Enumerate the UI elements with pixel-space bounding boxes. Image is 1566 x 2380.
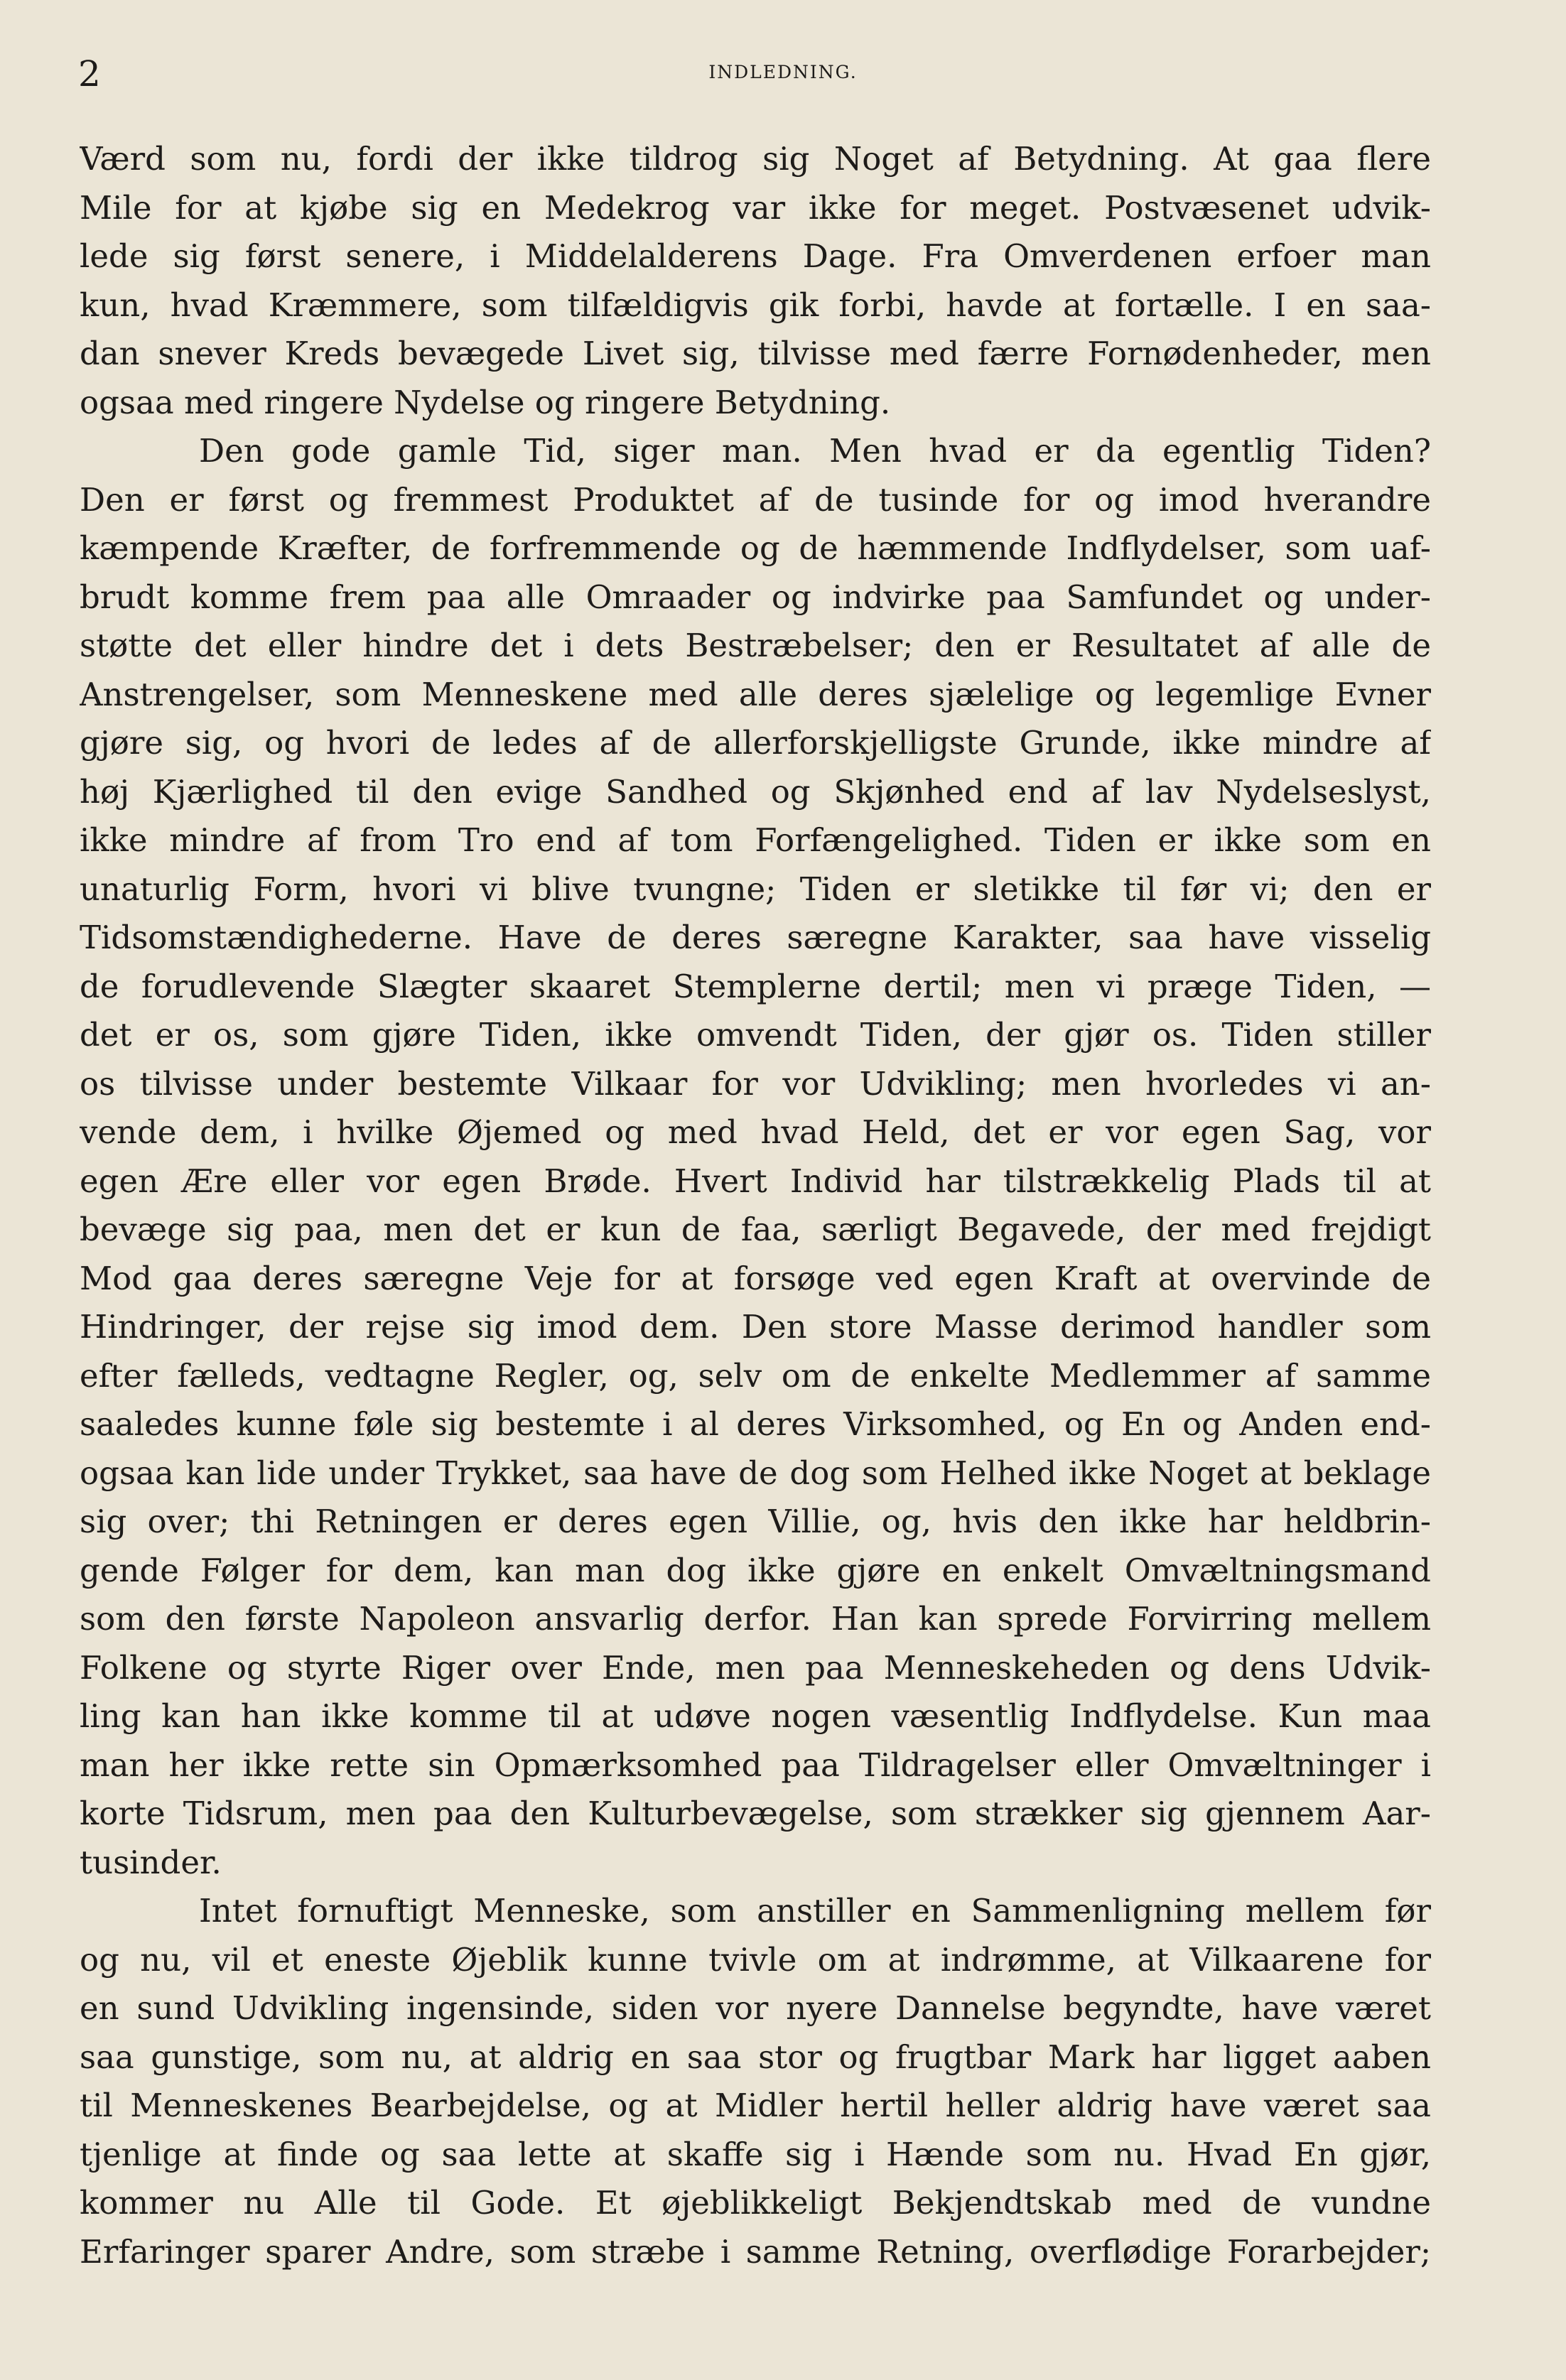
text-line: til Menneskenes Bearbejdelse, og at Midler hertil heller aldrig have været saa (80, 2087, 1431, 2124)
text-line: ling kan han ikke komme til at udøve nogen væsentlig Indflydelse. Kun maa (80, 1697, 1431, 1735)
text-line: efter fælleds, vedtagne Regler, og, selv om de enkelte Medlemmer af samme (80, 1356, 1431, 1395)
page-header (78, 45, 1488, 102)
text-line: brudt komme frem paa alle Omraader og indvirke paa Samfundet og under- (80, 578, 1431, 616)
text-line: korte Tidsrum, men paa den Kulturbevægelse, som strækker sig gjennem Aar- (80, 1795, 1431, 1832)
text-line: Mod gaa deres særegne Veje for at forsøge ved egen Kraft at overvinde de (80, 1259, 1431, 1297)
running-title: INDLEDNING. (708, 62, 858, 82)
text-line: Værd som nu, fordi der ikke tildrog sig Noget af Betydning. At gaa flere (80, 140, 1431, 178)
text-line: vende dem, i hvilke Øjemed og med hvad Held, det er vor egen Sag, vor (80, 1113, 1431, 1151)
text-line: ikke mindre af from Tro end af tom Forfængelighed. Tiden er ikke som en (80, 821, 1431, 859)
text-line: Tidsomstændighederne. Have de deres særegne Karakter, saa have visselig (80, 919, 1431, 956)
text-line: lede sig først senere, i Middelalderens Dage. Fra Omverdenen erfoer man (80, 237, 1431, 275)
text-line: en sund Udvikling ingensinde, siden vor nyere Dannelse begyndte, have været (80, 1989, 1431, 2027)
body-text (80, 135, 1431, 2276)
text-line: man her ikke rette sin Opmærksomhed paa Tildragelser eller Omvæltninger i (80, 1746, 1431, 1784)
page-number: 2 (78, 53, 101, 94)
text-line: kun, hvad Kræmmere, som tilfældigvis gik forbi, havde at fortælle. I en saa- (80, 286, 1431, 324)
text-line: sig over; thi Retningen er deres egen Villie, og, hvis den ikke har heldbrin- (80, 1503, 1431, 1540)
text-line: kommer nu Alle til Gode. Et øjeblikkeligt Bekjendtskab med de vundne (80, 2184, 1431, 2222)
text-line: Den gode gamle Tid, siger man. Men hvad er da egentlig Tiden? (199, 432, 1431, 470)
text-line: Anstrengelser, som Menneskene med alle deres sjælelige og legemlige Evner (80, 675, 1431, 713)
text-line: støtte det eller hindre det i dets Bestræbelser; den er Resultatet af alle de (80, 627, 1431, 664)
text-line: høj Kjærlighed til den evige Sandhed og Skjønhed end af lav Nydelseslyst, (80, 772, 1431, 811)
text-line: Mile for at kjøbe sig en Medekrog var ikke for meget. Postvæsenet udvik- (80, 188, 1431, 227)
text-line: og nu, vil et eneste Øjeblik kunne tvivle om at indrømme, at Vilkaarene for (80, 1940, 1431, 1979)
text-line: saaledes kunne føle sig bestemte i al deres Virksomhed, og En og Anden end- (80, 1405, 1431, 1443)
text-line: kæmpende Kræfter, de forfremmende og de hæmmende Indflydelser, som uaf- (80, 529, 1431, 567)
text-line: gjøre sig, og hvori de ledes af de allerforskjelligste Grunde, ikke mindre af (80, 724, 1431, 762)
text-line: det er os, som gjøre Tiden, ikke omvendt Tiden, der gjør os. Tiden stiller (80, 1016, 1431, 1054)
text-line: os tilvisse under bestemte Vilkaar for vor Udvikling; men hvorledes vi an- (80, 1064, 1431, 1103)
text-line: som den første Napoleon ansvarlig derfor. Han kan sprede Forvirring mellem (80, 1600, 1431, 1638)
text-line: Intet fornuftigt Menneske, som anstiller en Sammenligning mellem før (199, 1892, 1431, 1930)
text-line: dan snever Kreds bevægede Livet sig, tilvisse med færre Fornødenheder, men (80, 335, 1431, 372)
text-line: tusinder. (80, 1843, 222, 1881)
text-line: Erfaringer sparer Andre, som stræbe i samme Retning, overflødige Forarbejder; (80, 2232, 1431, 2271)
text-line: egen Ære eller vor egen Brøde. Hvert Individ har tilstrækkelig Plads til at (80, 1162, 1431, 1200)
text-line: ogsaa med ringere Nydelse og ringere Betydning. (80, 383, 891, 421)
text-line: Hindringer, der rejse sig imod dem. Den store Masse derimod handler som (80, 1308, 1431, 1346)
text-line: saa gunstige, som nu, at aldrig en saa stor og frugtbar Mark har ligget aaben (80, 2038, 1431, 2076)
text-line: ogsaa kan lide under Trykket, saa have de dog som Helhed ikke Noget at beklage (80, 1454, 1431, 1492)
text-line: Folkene og styrte Riger over Ende, men paa Menneskeheden og dens Udvik- (80, 1648, 1431, 1687)
text-line: Den er først og fremmest Produktet af de tusinde for og imod hverandre (80, 480, 1431, 519)
text-line: gende Følger for dem, kan man dog ikke gjøre en enkelt Omvæltningsmand (80, 1551, 1431, 1589)
text-line: unaturlig Form, hvori vi blive tvungne; Tiden er sletikke til før vi; den er (80, 870, 1431, 908)
text-line: de forudlevende Slægter skaaret Stemplerne dertil; men vi præge Tiden, — (80, 967, 1431, 1005)
text-line: bevæge sig paa, men det er kun de faa, særligt Begavede, der med frejdigt (80, 1211, 1431, 1248)
text-line: tjenlige at finde og saa lette at skaffe sig i Hænde som nu. Hvad En gjør, (80, 2135, 1431, 2173)
